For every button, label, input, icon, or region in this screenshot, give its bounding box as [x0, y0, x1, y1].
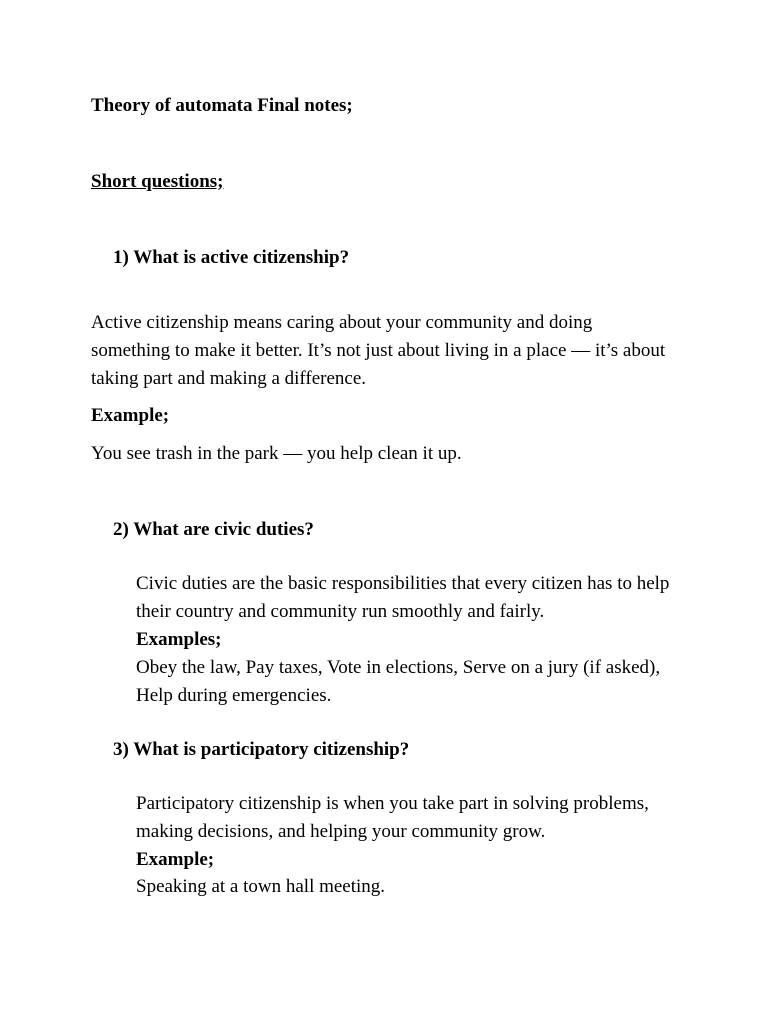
question-1-heading: 1) What is active citizenship?	[113, 247, 350, 268]
question-2-answer: Civic duties are the basic responsibilities that every citizen has to help their country and community run smoothly and fairly.	[136, 573, 670, 622]
question-2-example-text: Obey the law, Pay taxes, Vote in elections, Serve on a jury (if asked), Help during emergencies.	[136, 657, 661, 706]
document-title: Theory of automata Final notes;	[91, 95, 353, 116]
question-3-example-text: Speaking at a town hall meeting.	[136, 876, 386, 897]
question-1-answer: Active citizenship means caring about your community and doing something to make it better. It’s not just about living in a place — it’s about taking part and making a difference.	[91, 312, 666, 389]
question-1-example-text: You see trash in the park — you help clean it up.	[91, 443, 462, 464]
question-3-heading: 3) What is participatory citizenship?	[113, 739, 410, 760]
question-2-example-label: Examples;	[136, 629, 222, 650]
question-3-example-label: Example;	[136, 849, 215, 870]
question-1-example-label: Example;	[91, 405, 170, 426]
question-3-answer: Participatory citizenship is when you take part in solving problems, making decisions, and helping your community grow.	[136, 793, 649, 842]
question-2-heading: 2) What are civic duties?	[113, 519, 314, 540]
section-heading: Short questions;	[91, 171, 224, 192]
